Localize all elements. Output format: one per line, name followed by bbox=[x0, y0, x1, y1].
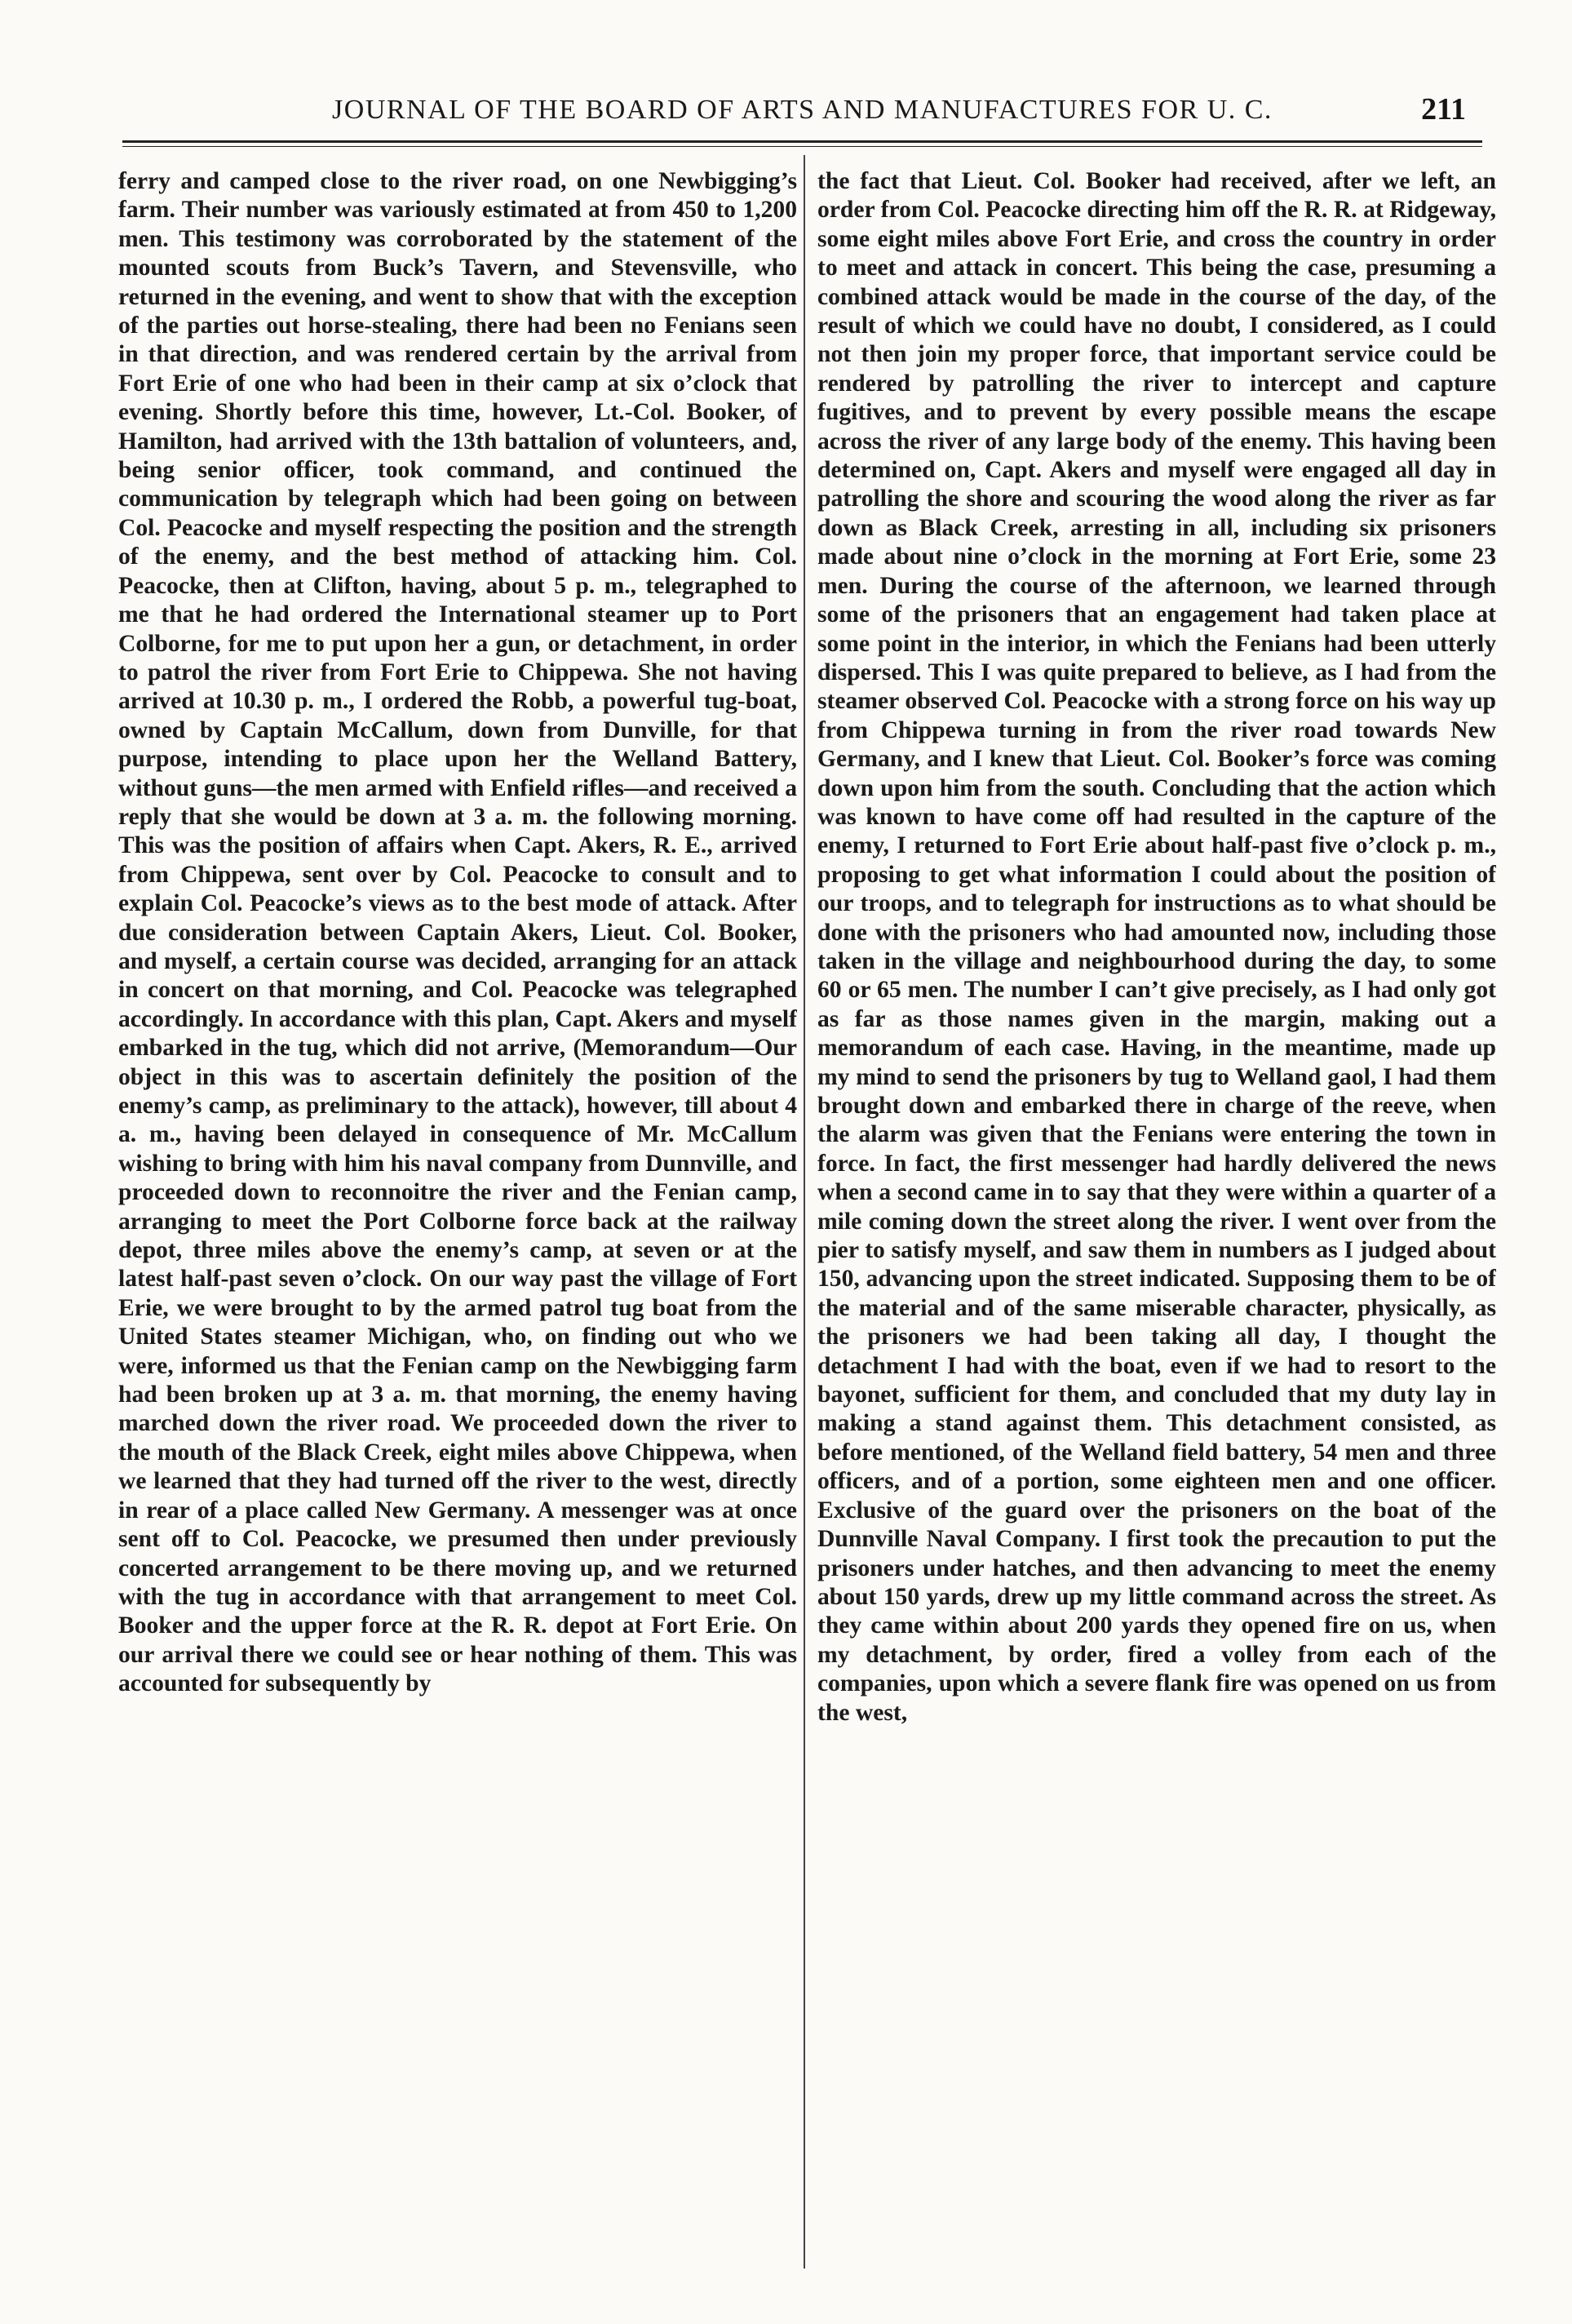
column-divider bbox=[804, 155, 805, 2269]
running-head bbox=[122, 90, 1482, 131]
header-rule bbox=[122, 140, 1482, 147]
right-column bbox=[817, 167, 1496, 2264]
left-column bbox=[118, 167, 797, 2264]
running-title: JOURNAL OF THE BOARD OF ARTS AND MANUFACTURES FOR U. C. bbox=[332, 95, 1273, 125]
left-column-text: ferry and camped close to the river road, on one Newbigging’s farm. Their number was variously estimated at from 450 to 1,200 men. This testimony was corroborated by the statement of the mounted scouts from Buck’s Tavern, and Stevensville, who returned in the evening, and went to show that with the exception of the parties out horse-stealing, there had been no Fenians seen in that direction, and was rendered certain by the arrival from Fort Erie of one who had been in their camp at six o’clock that evening. Shortly before this time, however, Lt.-Col. Booker, of Hamilton, had arrived with the 13th battalion of volunteers, and, being senior officer, took command, and continued the communication by telegraph which had been going on between Col. Peacocke and myself respecting the position and the strength of the enemy, and the best method of attacking him. Col. Peacocke, then at Clifton, having, about 5 p. m., telegraphed to me that he had ordered the International steamer up to Port Colborne, for me to put upon her a gun, or detachment, in order to patrol the river from Fort Erie to Chippewa. She not having arrived at 10.30 p. m., I ordered the Robb, a powerful tug-boat, owned by Captain McCallum, down from Dunville, for that purpose, intending to place upon her the Welland Battery, without guns—the men armed with Enfield rifles—and received a reply that she would be down at 3 a. m. the following morning. This was the position of affairs when Capt. Akers, R. E., arrived from Chippewa, sent over by Col. Peacocke to consult and to explain Col. Peacocke’s views as to the best mode of attack. After due consideration between Captain Akers, Lieut. Col. Booker, and myself, a certain course was decided, arranging for an attack in concert on that morning, and Col. Peacocke was telegraphed accordingly. In accordance with this plan, Capt. Akers and myself embarked in the tug, which did not arrive, (Memorandum—Our object in this was to ascertain definitely the position of the enemy’s camp, as preliminary to the attack), however, till about 4 a. m., having been delayed in consequence of Mr. McCallum wishing to bring with him his naval company from Dunnville, and proceeded down to reconnoitre the river and the Fenian camp, arranging to meet the Port Colborne force back at the railway depot, three miles above the enemy’s camp, at seven or at the latest half-past seven o’clock. On our way past the village of Fort Erie, we were brought to by the armed patrol tug boat from the United States steamer Michigan, who, on finding out who we were, informed us that the Fenian camp on the Newbigging farm had been broken up at 3 a. m. that morning, the enemy having marched down the river road. We proceeded down the river to the mouth of the Black Creek, eight miles above Chippewa, when we learned that they had turned off the river to the west, directly in rear of a place called New Germany. A messenger was at once sent off to Col. Peacocke, we presumed then under previously concerted arrangement to be there moving up, and we returned with the tug in accordance with that arrangement to meet Col. Booker and the upper force at the R. R. depot at Fort Erie. On our arrival there we could see or hear nothing of them. This was accounted for subsequently by bbox=[118, 168, 797, 1697]
page-number: 211 bbox=[1421, 92, 1466, 126]
right-column-text: the fact that Lieut. Col. Booker had received, after we left, an order from Col. Peacocke directing him off the R. R. at Ridgeway, some eight miles above Fort Erie, and cross the country in order to meet and attack in concert. This being the case, presuming a combined attack would be made in the course of the day, of the result of which we could have no doubt, I considered, as I could not then join my proper force, that important service could be rendered by patrolling the river to intercept and capture fugitives, and to prevent by every possible means the escape across the river of any large body of the enemy. This having been determined on, Capt. Akers and myself were engaged all day in patrolling the shore and scouring the wood along the river as far down as Black Creek, arresting in all, including six prisoners made about nine o’clock in the morning at Fort Erie, some 23 men. During the course of the afternoon, we learned through some of the prisoners that an engagement had taken place at some point in the interior, in which the Fenians had been utterly dispersed. This I was quite prepared to believe, as I had from the steamer observed Col. Peacocke with a strong force on his way up from Chippewa turning in from the river road towards New Germany, and I knew that Lieut. Col. Booker’s force was coming down upon him from the south. Concluding that the action which was known to have come off had resulted in the capture of the enemy, I returned to Fort Erie about half-past five o’clock p. m., proposing to get what information I could about the position of our troops, and to telegraph for instructions as to what should be done with the prisoners who had amounted now, including those taken in the village and neighbourhood during the day, to some 60 or 65 men. The number I can’t give precisely, as I had only got as far as those names given in the margin, making out a memorandum of each case. Having, in the meantime, made up my mind to send the prisoners by tug to Welland gaol, I had them brought down and embarked there in charge of the reeve, when the alarm was given that the Fenians were entering the town in force. In fact, the first messenger had hardly delivered the news when a second came in to say that they were within a quarter of a mile coming down the street along the river. I went over from the pier to satisfy myself, and saw them in numbers as I judged about 150, advancing upon the street indicated. Supposing them to be of the material and of the same miserable character, physically, as the prisoners we had been taking all day, I thought the detachment I had with the boat, even if we had to resort to the bayonet, sufficient for them, and concluded that my duty lay in making a stand against them. This detachment consisted, as before mentioned, of the Welland field battery, 54 men and three officers, and of a portion, some eighteen men and one officer. Exclusive of the guard over the prisoners on the boat of the Dunnville Naval Company. I first took the precaution to put the prisoners under hatches, and then advancing to meet the enemy about 150 yards, drew up my little command across the street. As they came within about 200 yards they opened fire on us, when my detachment, by order, fired a volley from each of the companies, upon which a severe flank fire was opened on us from the west, bbox=[817, 168, 1496, 1726]
